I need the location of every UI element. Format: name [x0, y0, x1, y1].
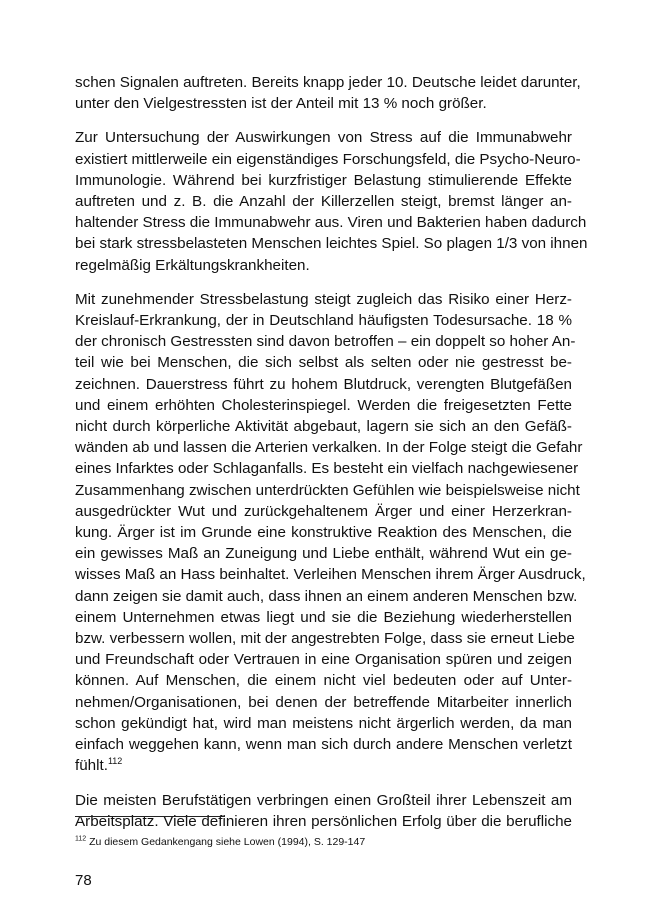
text-line: und Freundschaft oder Vertrauen in eine Organisation spüren und zeigen	[75, 651, 572, 669]
paragraph	[75, 289, 586, 777]
text-line: Immunologie. Während bei kurzfristiger Belastung stimulierende Effekte	[75, 171, 572, 189]
paragraph	[75, 790, 572, 832]
paragraph-gap	[75, 114, 572, 127]
text-line: bzw. verbessern wollen, mit der angestrebten Folge, dass sie erneut Liebe	[75, 630, 575, 648]
text-line: bei stark stressbelasteten Menschen leichtes Spiel. So plagen 1/3 von ihnen	[75, 235, 588, 253]
text-line: Arbeitsplatz. Viele definieren ihren persönlichen Erfolg über die berufliche	[75, 812, 572, 830]
text-line: existiert mittlerweile ein eigenständiges Forschungsfeld, die Psycho-Neuro-	[75, 150, 581, 168]
footnote-number: 112	[75, 835, 87, 843]
line-text: fühlt.	[75, 757, 108, 775]
text-line: schon gekündigt hat, wird man meistens nicht ärgerlich werden, da man	[75, 714, 572, 732]
text-line: einfach weggehen kann, wenn man sich durch andere Menschen verletzt	[75, 736, 572, 754]
text-line: ausgedrückter Wut und zurückgehaltenem Ärger und einer Herzerkran-	[75, 502, 572, 520]
text-line: Zusammenhang zwischen unterdrückten Gefühlen wie beispielsweise nicht	[75, 481, 580, 499]
text-line: kung. Ärger ist im Grunde eine konstruktive Reaktion des Menschen, die	[75, 524, 572, 542]
text-line: Zur Untersuchung der Auswirkungen von Stress auf die Immunabwehr	[75, 129, 572, 147]
paragraph	[75, 127, 588, 275]
text-line: nicht durch körperliche Aktivität abgebaut, lagern sie sich an den Gefäß-	[75, 418, 572, 436]
text-line: schen Signalen auftreten. Bereits knapp jeder 10. Deutsche leidet darunter,	[75, 74, 581, 91]
paragraph	[75, 72, 581, 114]
footnote-separator	[75, 816, 225, 817]
text-line: nehmen/Organisationen, bei denen der betreffende Mitarbeiter innerlich	[75, 693, 572, 711]
text-line: unter den Vielgestressten ist der Anteil mit 13 % noch größer.	[75, 95, 487, 113]
text-line	[75, 755, 572, 776]
text-line: regelmäßig Erkältungskrankheiten.	[75, 256, 310, 274]
footnote-text: Zu diesem Gedankengang siehe Lowen (1994), S. 129-147	[89, 836, 366, 848]
text-line: wisses Maß an Hass beinhaltet. Verleihen Menschen ihrem Ärger Ausdruck,	[75, 566, 586, 584]
text-line: eines Infarktes oder Schlaganfalls. Es besteht ein vielfach nachgewiesener	[75, 460, 579, 478]
text-line: dann zeigen sie damit auch, dass ihnen an einem anderen Menschen bzw.	[75, 587, 578, 605]
text-line: einem Unternehmen etwas liegt und sie die Beziehung wiederherstellen	[75, 608, 572, 626]
text-line: Kreislauf-Erkrankung, der in Deutschland häufigsten Todesursache. 18 %	[75, 312, 572, 330]
text-line: auftreten und z. B. die Anzahl der Killerzellen steigt, bremst länger an-	[75, 193, 572, 211]
text-line: wänden ab und lassen die Arterien verkalken. In der Folge steigt die Gefahr	[75, 439, 583, 457]
page-body	[75, 72, 588, 832]
text-line: haltender Stress die Immunabwehr aus. Viren und Bakterien haben dadurch	[75, 214, 587, 232]
text-line: Mit zunehmender Stressbelastung steigt zugleich das Risiko einer Herz-	[75, 290, 572, 308]
footnote-reference: 112	[107, 756, 123, 767]
text-line: Die meisten Berufstätigen verbringen einen Großteil ihrer Lebenszeit am	[75, 791, 572, 809]
text-line: teil wie bei Menschen, die sich selbst als selten oder nie gestresst be-	[75, 354, 572, 372]
text-line: können. Auf Menschen, die einem nicht viel bedeuten oder auf Unter-	[75, 672, 572, 690]
paragraph-gap	[75, 276, 572, 289]
text-line: ein gewisses Maß an Zuneigung und Liebe enthält, während Wut ein ge-	[75, 545, 572, 563]
text-line: zeichnen. Dauerstress führt zu hohem Blutdruck, verengten Blutgefäßen	[75, 375, 572, 393]
text-line: der chronisch Gestressten sind davon betroffen – ein doppelt so hoher An-	[75, 333, 576, 351]
paragraph-gap	[75, 777, 572, 790]
text-line: und einem erhöhten Cholesterinspiegel. Werden die freigesetzten Fette	[75, 396, 572, 414]
page-number: 78	[75, 872, 92, 889]
footnote	[75, 836, 365, 849]
